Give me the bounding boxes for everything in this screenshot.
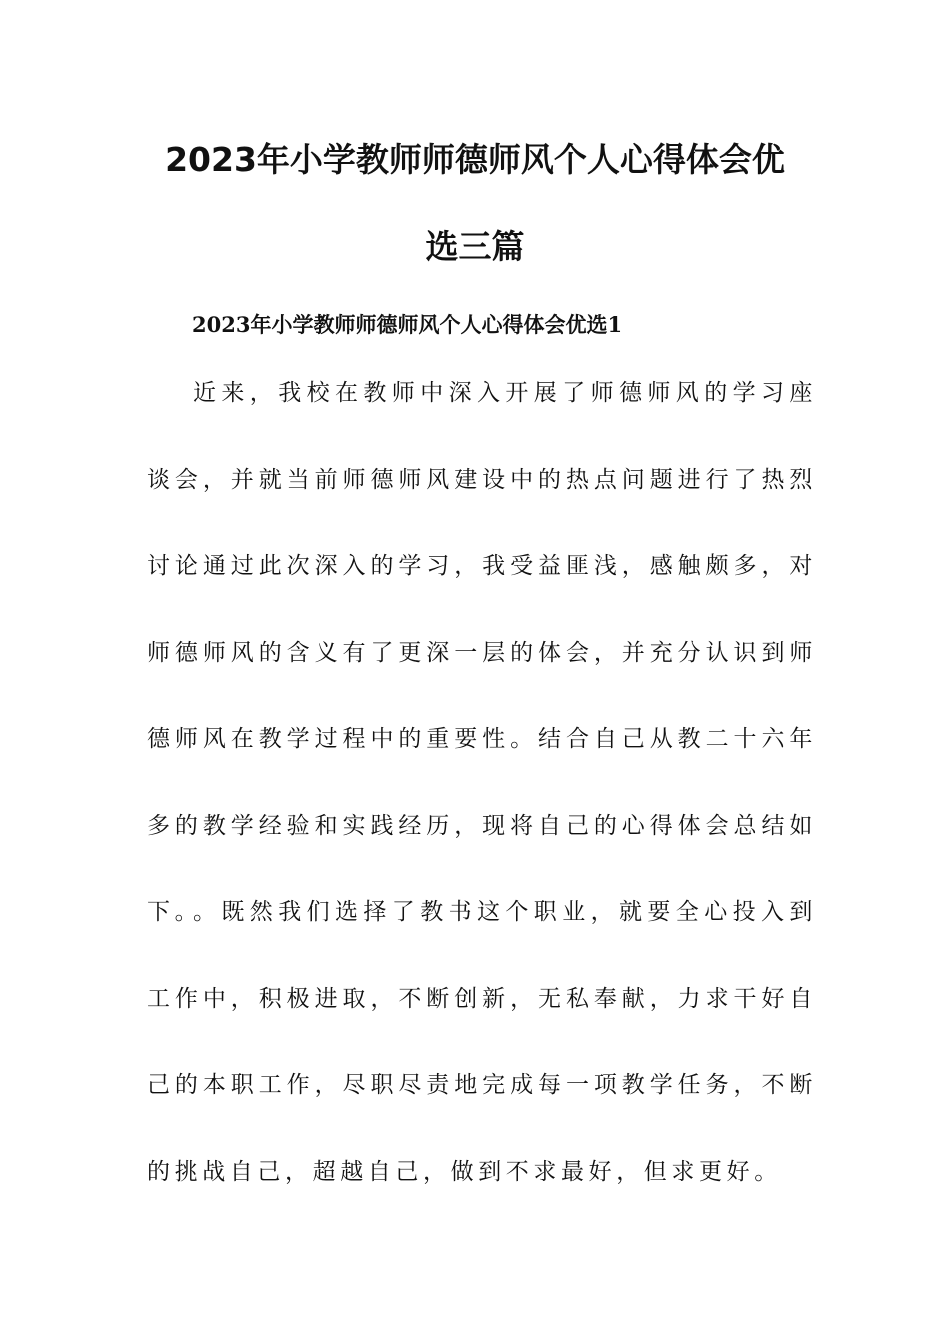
section-heading: 2023年小学教师师德师风个人心得体会优选1 xyxy=(192,312,623,337)
document-title-line-2: 选三篇 xyxy=(425,227,525,266)
document-title-line-1: 2023年小学教师师德师风个人心得体会优 xyxy=(165,140,785,179)
body-paragraph-2: 。既然我们选择了教书这个职业，就要全心投入到工作中，积极进取，不断创新，无私奉献，力求干好自己的本职工作，尽职尽责地完成每一项教学任务，不断的挑战自己，超越自己，做到不求最好，但求更好。 xyxy=(147,899,817,1185)
body-paragraph-1: 近来，我校在教师中深入开展了师德师风的学习座谈会，并就当前师德师风建设中的热点问题进行了热烈讨论通过此次深入的学习，我受益匪浅，感触颇多，对师德师风的含义有了更深一层的体会，并充分认识到师德师风在教学过程中的重要性。结合自己从教二十六年多的教学经验和实践经历，现将自己的心得体会总结如下。 xyxy=(147,380,817,925)
